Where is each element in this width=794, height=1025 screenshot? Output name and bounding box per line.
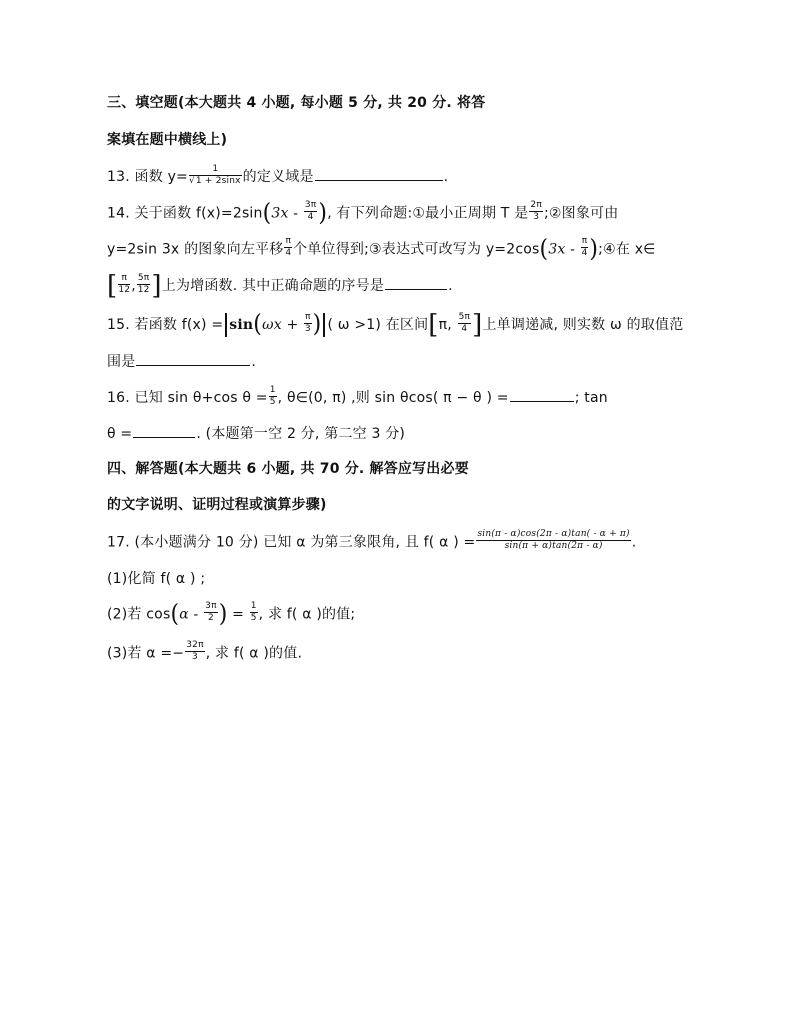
left-paren-icon: ( [262,199,272,227]
q14-after-period: ;②图象可由 [543,205,619,222]
q14-arg: 3x - [271,205,303,222]
q14-shift-num: π [285,236,292,246]
q16-frac-den: 5 [269,396,276,407]
section4-heading-text-2: 的文字说明、证明过程或演算步骤) [107,497,327,513]
question-17-stem [107,529,637,553]
q14-period-num: 2π [530,200,542,210]
q14-cos-arg: 3x - [548,241,580,258]
q14-arg-num: 3π [304,200,317,210]
question-14-line3: [ $\frac{\pi}{12}$ , $\frac{5\pi}{12}$ ]上为增函数. 其中正确命题的序号是 . [107,271,453,301]
q15-arg-fraction [304,313,312,334]
left-paren-icon: ( [539,235,549,263]
left-paren-icon: ( [253,310,263,339]
section3-heading-text-2: 案填在题中横线上) [107,132,228,148]
q16-line2-suffix: . (本题第一空 2 分, 第二空 3 分) [196,426,406,442]
right-bracket-icon: ] [472,310,483,340]
q13-frac-num: 1 [189,165,242,176]
q16-mid: , θ∈(0, π) ,则 sin θcos( π − θ ) = [277,390,509,406]
q17-part2-val-fraction [250,602,258,623]
q14-period-fraction [529,201,543,222]
section4-heading-line2 [107,495,327,515]
question-16-line1 [107,384,608,409]
q14-answer-blank[interactable] [385,275,447,290]
q16-fraction [269,386,277,407]
q16-after-blank1: ; tan [574,390,608,406]
q17-part2-arg-num: 3π [205,601,217,611]
question-16-line2 [107,423,405,444]
section4-heading-text: 四、解答题(本大题共 6 小题, 共 70 分. 解答应写出必要 [107,461,469,477]
q14-cos-num: π [581,236,588,246]
q17-part3-den: 3 [192,652,198,662]
q15-answer-blank[interactable] [136,351,250,366]
q17-end: . [631,534,637,551]
q17-part1-text: (1)化简 f( α ) ; [107,571,206,587]
q14-arg-den: 4 [307,212,314,222]
sqrt-icon: √ [188,175,195,186]
q17-part2-val-den: 5 [250,613,257,623]
q14-interval-a-den: 12 [118,284,131,295]
q15-interval-num: 5π [458,311,471,322]
q14-cos-fraction [581,237,589,258]
question-17-part1 [107,569,205,589]
q15-interval-left: π, [438,317,457,333]
q15-sin-label: sin [229,317,254,333]
q14-cos-den: 4 [581,248,588,258]
abs-bar-left-icon [225,313,227,337]
q17-part2-val-num: 1 [250,601,257,611]
q14-end: . [448,278,453,294]
q15-condition: ( ω >1) 在区间 [327,317,429,333]
q17-part3-suffix: , 求 f( α )的值. [205,645,303,662]
q17-part3-prefix: (3)若 α =− [107,645,185,662]
q14-period-den: 3 [533,212,540,222]
q16-prefix: 16. 已知 sin θ+cos θ = [107,390,268,406]
question-15-line2 [107,351,256,372]
q17-part2-arg: α - [179,606,204,623]
q17-part2-arg-fraction [204,602,218,623]
q13-prefix: 13. 函数 y= [107,169,188,185]
abs-bar-right-icon [323,313,325,337]
q15-prefix: 15. 若函数 f(x) = [107,317,224,333]
right-paren-icon: ) [218,600,228,628]
q15-arg-num: π [305,311,311,322]
q15-after-interval: 上单调递减, 则实数 ω 的取值范 [482,317,684,333]
q17-frac-num: sin(π - α)cos(2π - α)tan( - α + π) [477,529,630,539]
left-bracket-icon: [ [107,271,118,301]
q14-interval-b-num: 5π [137,272,150,283]
left-paren-icon: ( [170,600,180,628]
q14-after-arg: , 有下列命题:①最小正周期 T 是 [327,205,529,222]
q17-fraction [476,530,630,551]
q16-line2-prefix: θ = [107,426,133,442]
q16-answer-blank-2[interactable] [133,423,195,438]
right-bracket-icon: ] [151,271,162,301]
q14-line2-mid: 个单位得到;③表达式可改写为 y=2cos [293,241,540,258]
q16-frac-num: 1 [269,384,276,395]
q17-part2-eq: = [227,606,249,623]
q15-arg-den: 3 [304,323,311,334]
q14-line2-end: ;④在 x∈ [598,241,656,258]
q14-line2-prefix: y=2sin 3x 的图象向左平移 [107,241,284,258]
question-14-line2 [107,235,656,263]
q15-arg: ωx + [262,317,304,333]
question-13 [107,163,449,188]
question-17-part2 [107,600,356,628]
q15-end: . [251,354,257,370]
q13-answer-blank[interactable] [315,166,443,181]
q14-interval-a-num: π [118,274,130,285]
q14-arg-fraction [304,201,318,222]
question-15-line1 [107,310,684,340]
section3-heading-text: 三、填空题(本大题共 4 小题, 每小题 5 分, 共 20 分. 将答 [107,95,486,111]
q13-end: . [443,169,449,185]
q15-interval-den: 4 [461,323,468,334]
q17-part2-arg-den: 2 [207,613,214,623]
q17-prefix: 17. (本小题满分 10 分) 已知 α 为第三象限角, 且 f( α ) = [107,534,476,551]
right-paren-icon: ) [318,199,328,227]
q13-frac-den: 1 + 2sinx [195,175,241,186]
q14-line3-suffix: 上为增函数. 其中正确命题的序号是 [161,278,385,294]
question-17-part3 [107,640,303,664]
q17-part3-num: 32π [186,640,204,650]
section3-heading-line2 [107,130,227,150]
section3-heading-line1 [107,93,485,113]
q17-part3-fraction [185,641,204,662]
section4-heading-line1 [107,459,469,479]
question-14-line1 [107,199,619,227]
q17-part2-prefix: (2)若 cos [107,606,171,623]
q14-shift-den: 4 [285,248,292,258]
q14-shift-fraction [284,237,292,258]
q15-interval-fraction [458,313,472,334]
right-paren-icon: ) [312,310,322,339]
q14-prefix: 14. 关于函数 f(x)=2sin [107,205,263,222]
q17-frac-den: sin(π + α)tan(2π - α) [504,541,603,551]
q14-interval-b-den: 12 [137,284,150,295]
q14-interval-b [137,274,151,295]
q15-line2-prefix: 围是 [107,354,136,370]
q17-part2-suffix: , 求 f( α )的值; [258,606,356,623]
right-paren-icon: ) [589,235,599,263]
q16-answer-blank-1[interactable] [510,387,574,402]
q13-fraction [189,165,242,186]
q14-interval-a [118,274,130,295]
left-bracket-icon: [ [428,310,439,340]
q13-suffix: 的定义域是 [242,169,314,185]
